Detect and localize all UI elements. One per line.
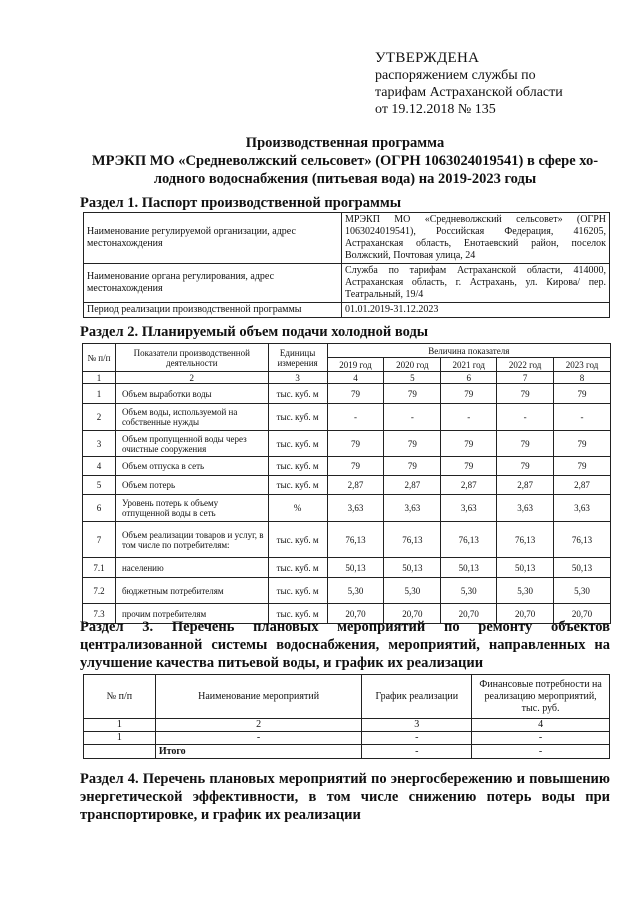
row-value: 50,13: [384, 558, 441, 578]
row-value: 20,70: [441, 604, 497, 624]
approval-heading: УТВЕРЖДЕНА: [375, 50, 480, 66]
row-value: 20,70: [554, 604, 611, 624]
table-row: [84, 264, 610, 303]
row-value: 2,87: [497, 476, 554, 495]
row-value: 5,30: [441, 578, 497, 604]
row-value: 79: [554, 431, 611, 457]
row-value: 5,30: [497, 578, 554, 604]
row-finance: -: [472, 732, 610, 745]
col-number: 3: [362, 719, 472, 732]
row-value: 79: [384, 431, 441, 457]
table-cell: 01.01.2019-31.12.2023: [342, 303, 610, 318]
year-header: 2019 год: [327, 358, 384, 372]
row-value: 3,63: [497, 495, 554, 522]
row-value: 5,30: [554, 578, 611, 604]
row-value: 50,13: [441, 558, 497, 578]
col-number: 1: [83, 372, 116, 384]
row-value: 50,13: [554, 558, 611, 578]
row-value: 79: [441, 384, 497, 404]
row-value: 79: [327, 457, 384, 476]
row-value: 76,13: [441, 522, 497, 558]
row-number: 1: [83, 384, 116, 404]
row-schedule: -: [362, 732, 472, 745]
column-number-row: [83, 372, 611, 384]
approval-line: распоряжением службы по: [375, 68, 536, 83]
col-number: 5: [384, 372, 441, 384]
repair-measures-table: [83, 674, 610, 759]
title-line: МРЭКП МО «Средневолжский сельсовет» (ОГРН 1063024019541) в сфере хо-: [91, 153, 599, 169]
approval-line: от 19.12.2018 № 135: [375, 102, 496, 117]
row-value: 3,63: [554, 495, 611, 522]
row-indicator: Объем отпуска в сеть: [115, 457, 268, 476]
table-row: [83, 495, 611, 522]
total-label: Итого: [155, 745, 362, 759]
row-unit: %: [268, 495, 327, 522]
table-row: [83, 457, 611, 476]
table-row: [84, 213, 610, 264]
table-row: [84, 303, 610, 318]
table-cell: МРЭКП МО «Средневолжский сельсовет» (ОГРН 1063024019541), Российская Федерация, 416205, Астраханская область, Енотаевский район, поселок Волжский, Почтовая улица, 24: [342, 213, 610, 264]
row-value: 79: [554, 384, 611, 404]
total-finance: -: [472, 745, 610, 759]
empty-cell: [84, 745, 156, 759]
row-value: 76,13: [497, 522, 554, 558]
table-row: [83, 558, 611, 578]
row-value: 2,87: [441, 476, 497, 495]
row-number: 3: [83, 431, 116, 457]
section4-heading: Раздел 4. Перечень плановых мероприятий по энергосбережению и повышению энергетической эффективности, в том числе снижению потерь воды при транспортировке, и график их реализации: [80, 771, 610, 823]
volume-table: [82, 343, 611, 624]
table-cell: Наименование регулируемой организации, адрес местонахождения: [84, 213, 342, 264]
table-cell: Период реализации производственной программы: [84, 303, 342, 318]
table-row: [83, 578, 611, 604]
col-number: 8: [554, 372, 611, 384]
row-indicator: бюджетным потребителям: [115, 578, 268, 604]
total-schedule: -: [362, 745, 472, 759]
row-unit: тыс. куб. м: [268, 431, 327, 457]
row-unit: тыс. куб. м: [268, 558, 327, 578]
header-cell: Наименование мероприятий: [155, 675, 362, 719]
col-number: 2: [115, 372, 268, 384]
row-value: 5,30: [384, 578, 441, 604]
header-cell: Показатели производственной деятельности: [115, 344, 268, 372]
row-value: 3,63: [327, 495, 384, 522]
row-indicator: Объем пропущенной воды через очистные сооружения: [115, 431, 268, 457]
row-value: 20,70: [384, 604, 441, 624]
col-number: 4: [472, 719, 610, 732]
table-cell: Служба по тарифам Астраханской области, 414000, Астраханская область, г. Астрахань, ул. Кирова/ пер. Театральный, 19/4: [342, 264, 610, 303]
row-value: 76,13: [554, 522, 611, 558]
row-number: 6: [83, 495, 116, 522]
title-line: лодного водоснабжения (питьевая вода) на 2019-2023 годы: [153, 171, 537, 187]
row-number: 4: [83, 457, 116, 476]
header-cell: Единицы измерения: [268, 344, 327, 372]
col-number: 7: [497, 372, 554, 384]
row-value: 50,13: [327, 558, 384, 578]
row-value: 20,70: [497, 604, 554, 624]
table-row: [83, 384, 611, 404]
approval-line: тарифам Астраханской области: [375, 85, 563, 100]
row-unit: тыс. куб. м: [268, 578, 327, 604]
row-indicator: населению: [115, 558, 268, 578]
row-value: 50,13: [497, 558, 554, 578]
header-cell: Величина показателя: [327, 344, 610, 358]
row-indicator: Объем воды, используемой на собственные нужды: [115, 404, 268, 431]
section1-heading: Раздел 1. Паспорт производственной программы: [80, 195, 402, 211]
approval-block: [375, 50, 605, 118]
row-value: 79: [497, 384, 554, 404]
row-value: 79: [497, 431, 554, 457]
table-header-row: [84, 675, 610, 719]
row-value: 2,87: [554, 476, 611, 495]
row-unit: тыс. куб. м: [268, 384, 327, 404]
row-unit: тыс. куб. м: [268, 522, 327, 558]
row-indicator: прочим потребителям: [115, 604, 268, 624]
col-number: 4: [327, 372, 384, 384]
column-number-row: [84, 719, 610, 732]
col-number: 6: [441, 372, 497, 384]
row-value: 76,13: [384, 522, 441, 558]
row-value: 79: [327, 384, 384, 404]
row-indicator: Объем потерь: [115, 476, 268, 495]
row-number: 5: [83, 476, 116, 495]
row-number: 7.1: [83, 558, 116, 578]
row-value: -: [497, 404, 554, 431]
row-number: 2: [83, 404, 116, 431]
passport-table: [83, 212, 610, 318]
header-cell: № п/п: [83, 344, 116, 372]
table-row: [83, 431, 611, 457]
table-row: [83, 522, 611, 558]
row-indicator: Объем выработки воды: [115, 384, 268, 404]
section3-heading: Раздел 3. Перечень плановых мероприятий по ремонту объектов централизованной системы водоснабжения, мероприятий, направленных на улучшение качества питьевой воды, и график их реализации: [80, 619, 610, 671]
row-value: -: [441, 404, 497, 431]
header-cell: Финансовые потребности на реализацию мероприятий, тыс. руб.: [472, 675, 610, 719]
row-value: 79: [384, 384, 441, 404]
row-value: 79: [384, 457, 441, 476]
table-row: [83, 404, 611, 431]
row-unit: тыс. куб. м: [268, 457, 327, 476]
header-cell: № п/п: [84, 675, 156, 719]
col-number: 3: [268, 372, 327, 384]
row-value: 3,63: [441, 495, 497, 522]
program-title: [80, 134, 610, 188]
row-unit: тыс. куб. м: [268, 476, 327, 495]
title-line: Производственная программа: [245, 135, 445, 151]
row-value: 2,87: [384, 476, 441, 495]
row-value: 76,13: [327, 522, 384, 558]
table-header-row: [83, 344, 611, 358]
row-indicator: Объем реализации товаров и услуг, в том числе по потребителям:: [115, 522, 268, 558]
row-indicator: Уровень потерь к объему отпущенной воды в сеть: [115, 495, 268, 522]
year-header: 2021 год: [441, 358, 497, 372]
col-number: 1: [84, 719, 156, 732]
row-number: 7.3: [83, 604, 116, 624]
row-value: 2,87: [327, 476, 384, 495]
row-value: 5,30: [327, 578, 384, 604]
row-value: -: [384, 404, 441, 431]
col-number: 2: [155, 719, 362, 732]
row-value: -: [327, 404, 384, 431]
row-value: -: [554, 404, 611, 431]
row-value: 79: [441, 431, 497, 457]
row-value: 20,70: [327, 604, 384, 624]
section2-heading: Раздел 2. Планируемый объем подачи холодной воды: [80, 324, 429, 340]
table-cell: Наименование органа регулирования, адрес местонахождения: [84, 264, 342, 303]
row-value: 79: [497, 457, 554, 476]
row-value: 3,63: [384, 495, 441, 522]
table-row: [84, 732, 610, 745]
table-row: [83, 476, 611, 495]
row-number: 7.2: [83, 578, 116, 604]
row-name: -: [155, 732, 362, 745]
row-value: 79: [441, 457, 497, 476]
row-value: 79: [327, 431, 384, 457]
total-row: [84, 745, 610, 759]
row-value: 79: [554, 457, 611, 476]
header-cell: График реализации: [362, 675, 472, 719]
year-header: 2022 год: [497, 358, 554, 372]
row-number: 7: [83, 522, 116, 558]
row-unit: тыс. куб. м: [268, 404, 327, 431]
year-header: 2023 год: [554, 358, 611, 372]
year-header: 2020 год: [384, 358, 441, 372]
row-unit: тыс. куб. м: [268, 604, 327, 624]
row-number: 1: [84, 732, 156, 745]
